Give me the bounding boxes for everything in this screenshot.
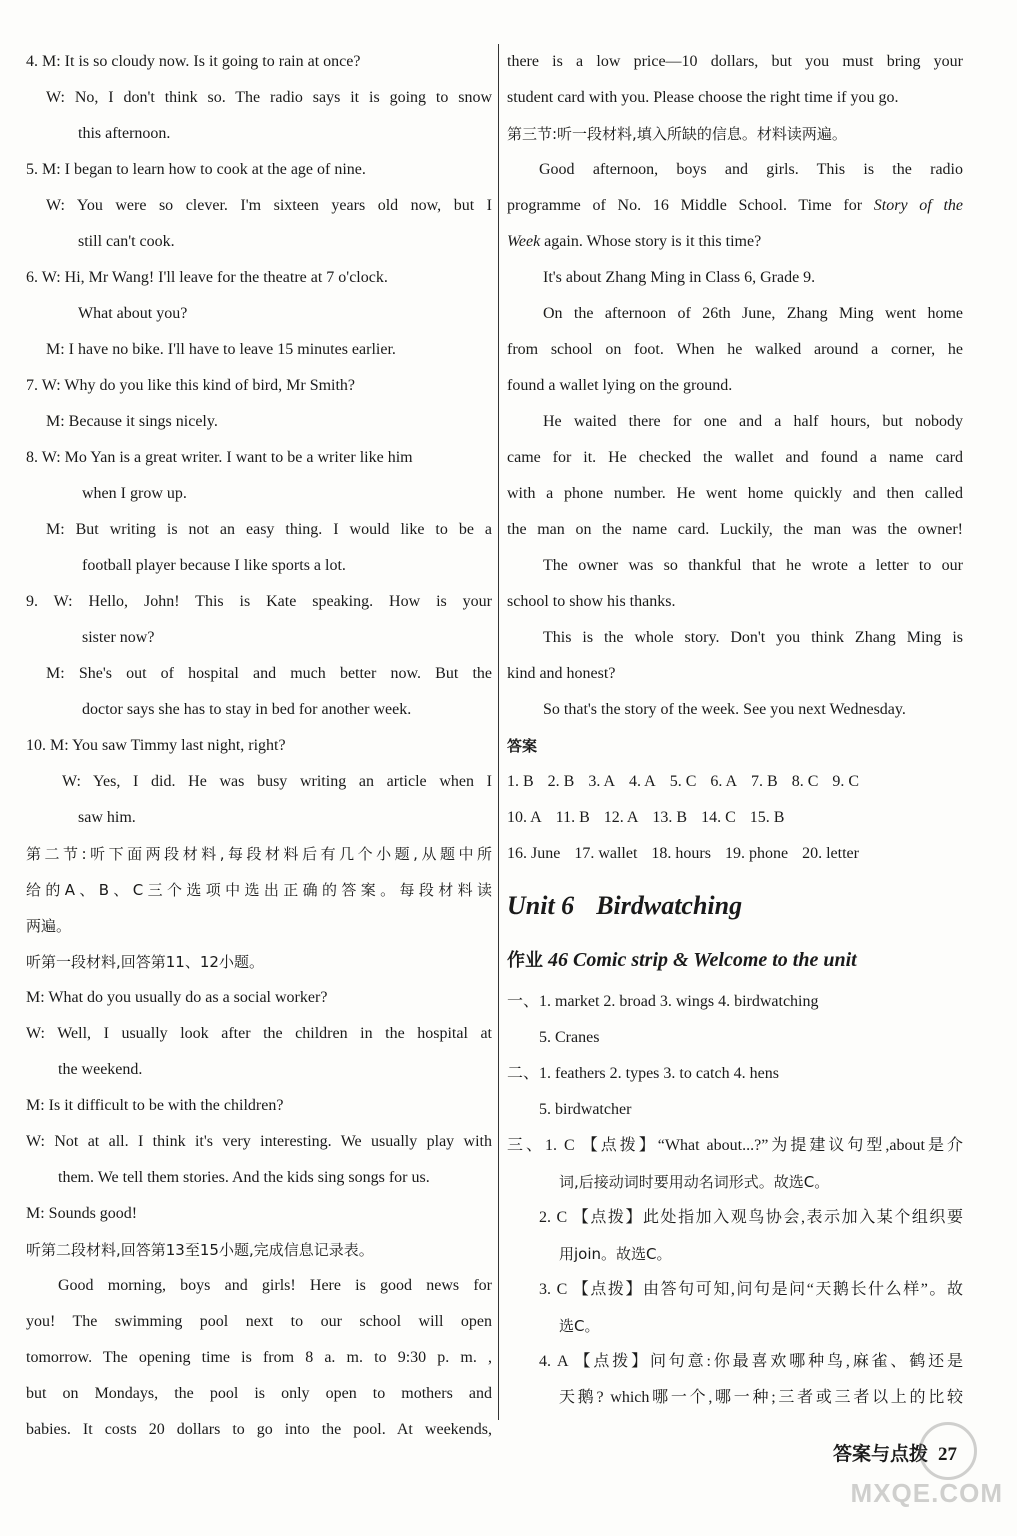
text-line: but on Mondays, the pool is only open to mothers and [26,1385,492,1402]
text-line: them. We tell them stories. And the kids sing songs for us. [58,1169,430,1186]
text-line: came for it. He checked the wallet and found a name card [507,449,963,466]
italic-title: Week [507,233,541,250]
text-line: doctor says she has to stay in bed for another week. [82,701,412,718]
answer-item: 11. B [555,809,590,826]
text-line: It's about Zhang Ming in Class 6, Grade 9. [543,269,816,286]
answers-row-2 [507,800,963,836]
answer-item: 18. hours [651,845,711,862]
text-line: sister now? [82,629,155,646]
answer-item: 9. C [832,773,860,790]
text-line: He waited there for one and a half hours, but nobody [543,413,963,430]
text-line: So that's the story of the week. See you next Wednesday. [543,701,906,718]
text-line: This is the whole story. Don't you think Zhang Ming is [543,629,963,646]
answer-item: 14. C [701,809,736,826]
text-line: 7. W: Why do you like this kind of bird, Mr Smith? [26,377,356,394]
text-line: 天鹅? which哪一个,哪一种;三者或三者以上的比较 [559,1389,963,1406]
answers-row-1 [507,764,963,800]
answer-item: 2. B [547,773,575,790]
text-line: 5. M: I began to learn how to cook at the age of nine. [26,161,366,178]
italic-title: Story of the [873,197,963,214]
text-line: with a phone number. He went home quickly and then called [507,485,963,502]
answer-item: 17. wallet [574,845,638,862]
unit-title [507,876,963,936]
text-line: M: She's out of hospital and much better now. But the [46,665,492,682]
text-line: 3. C 【点拨】由答句可知,问句是问“天鹅长什么样”。故 [539,1281,963,1298]
answer-item: 16. June [507,845,561,862]
answer-item: 10. A [507,809,542,826]
text-line: W: Not at all. I think it's very interesting. We usually play with [26,1133,492,1150]
text-line: M: Sounds good! [26,1205,138,1222]
text-line: 9. W: Hello, John! This is Kate speaking. How is your [26,593,492,610]
text-line: Week again. Whose story is it this time? [507,233,762,250]
text-line: Good morning, boys and girls! Here is good news for [58,1277,492,1294]
text-line: tomorrow. The opening time is from 8 a. m. to 9:30 p. m. , [26,1349,492,1366]
answer-item: 13. B [652,809,688,826]
text-line: kind and honest? [507,665,616,682]
text-line: 5. birdwatcher [539,1101,632,1118]
answers-row-3 [507,836,963,872]
text-line: M: Because it sings nicely. [46,413,218,430]
homework-number: 46 [548,949,568,971]
text-line: On the afternoon of 26th June, Zhang Ming went home [543,305,963,322]
answer-item: 6. A [710,773,738,790]
text-line: 选C。 [559,1317,600,1335]
text-line: when I grow up. [82,485,187,502]
text-line: there is a low price—10 dollars, but you must bring your [507,53,963,70]
text-line: The owner was so thankful that he wrote a letter to our [543,557,963,574]
homework-label: 作业 [507,950,543,971]
page-number: 27 [938,1444,957,1465]
answers-heading: 答案 [507,737,538,755]
text-line: 6. W: Hi, Mr Wang! I'll leave for the theatre at 7 o'clock. [26,269,388,286]
text-line: 听第二段材料,回答第13至15小题,完成信息记录表。 [26,1241,374,1259]
answer-item: 12. A [603,809,639,826]
answer-item: 4. A [629,773,656,790]
text-line: M: What do you usually do as a social worker? [26,989,328,1006]
text-line: 用join。故选C。 [559,1245,672,1263]
text-line: you! The swimming pool next to our school will open [26,1313,492,1330]
column-divider [498,44,499,1420]
text-line: M: Is it difficult to be with the children? [26,1097,284,1114]
answer-item: 20. letter [802,845,859,862]
text-line: student card with you. Please choose the right time if you go. [507,89,899,106]
text-line: 词,后接动词时要用动名词形式。故选C。 [559,1173,830,1191]
text-line: school to show his thanks. [507,593,676,610]
text-line: 听第一段材料,回答第11、12小题。 [26,953,264,971]
text-line: from school on foot. When he walked around a corner, he [507,341,963,358]
right-column [507,44,963,1416]
text-line: W: No, I don't think so. The radio says it is going to snow [46,89,492,106]
text-line: 给的A、B、C三个选项中选出正确的答案。每段材料读 [26,881,492,899]
answer-item: 8. C [791,773,819,790]
text-line: still can't cook. [78,233,175,250]
text-line: W: Well, I usually look after the children in the hospital at [26,1025,492,1042]
text-line: 一、1. market 2. broad 3. wings 4. birdwatching [507,993,819,1010]
text-line: the man on the name card. Luckily, the man was the owner! [507,521,963,538]
homework-name: Comic strip & Welcome to the unit [573,949,857,971]
answer-item: 15. B [749,809,785,826]
text-line: M: I have no bike. I'll have to leave 15 minutes earlier. [46,341,396,358]
text-line: programme of No. 16 Middle School. Time for Story of the [507,197,963,214]
text-line: 第二节:听下面两段材料,每段材料后有几个小题,从题中所 [26,845,492,863]
watermark: MXQE.COM [850,1478,1003,1508]
text-line: 4. A 【点拨】问句意:你最喜欢哪种鸟,麻雀、鹤还是 [539,1353,963,1370]
unit-number: Unit 6 [507,891,575,920]
text-line: found a wallet lying on the ground. [507,377,733,394]
text-line: 10. M: You saw Timmy last night, right? [26,737,286,754]
answer-item: 19. phone [724,845,789,862]
unit-name: Birdwatching [596,891,743,920]
watermark-badge-icon [919,1422,977,1480]
text-line: 三、1. C 【点拨】“What about...?”为提建议句型,about是介 [507,1137,963,1154]
answer-item: 7. B [751,773,778,790]
text-line: saw him. [78,809,136,826]
text-line: 4. M: It is so cloudy now. Is it going to rain at once? [26,53,361,70]
text-line: What about you? [78,305,188,322]
text-line: Good afternoon, boys and girls. This is the radio [539,161,963,178]
text-line: 8. W: Mo Yan is a great writer. I want to be a writer like him [26,449,413,466]
text-line: 5. Cranes [539,1029,600,1046]
text-line: W: Yes, I did. He was busy writing an article when I [62,773,492,790]
text-line: babies. It costs 20 dollars to go into the pool. At weekends, [26,1421,492,1438]
homework-title [507,936,963,984]
text-line: M: But writing is not an easy thing. I would like to be a [46,521,492,538]
text-line: 两遍。 [26,917,72,935]
answer-item: 3. A [588,773,616,790]
text-line: 第三节:听一段材料,填入所缺的信息。材料读两遍。 [507,125,847,143]
text-line: football player because I like sports a lot. [82,557,346,574]
answer-item: 5. C [669,773,697,790]
answer-item: 1. B [507,773,534,790]
text-line: W: You were so clever. I'm sixteen years old now, but I [46,197,492,214]
left-column [26,44,492,1448]
footer-label: 答案与点拨 [832,1443,928,1465]
text-line: 二、1. feathers 2. types 3. to catch 4. hens [507,1065,779,1082]
text-line: the weekend. [58,1061,143,1078]
text-line: 2. C 【点拨】此处指加入观鸟协会,表示加入某个组织要 [539,1209,963,1226]
text-line: this afternoon. [78,125,171,142]
